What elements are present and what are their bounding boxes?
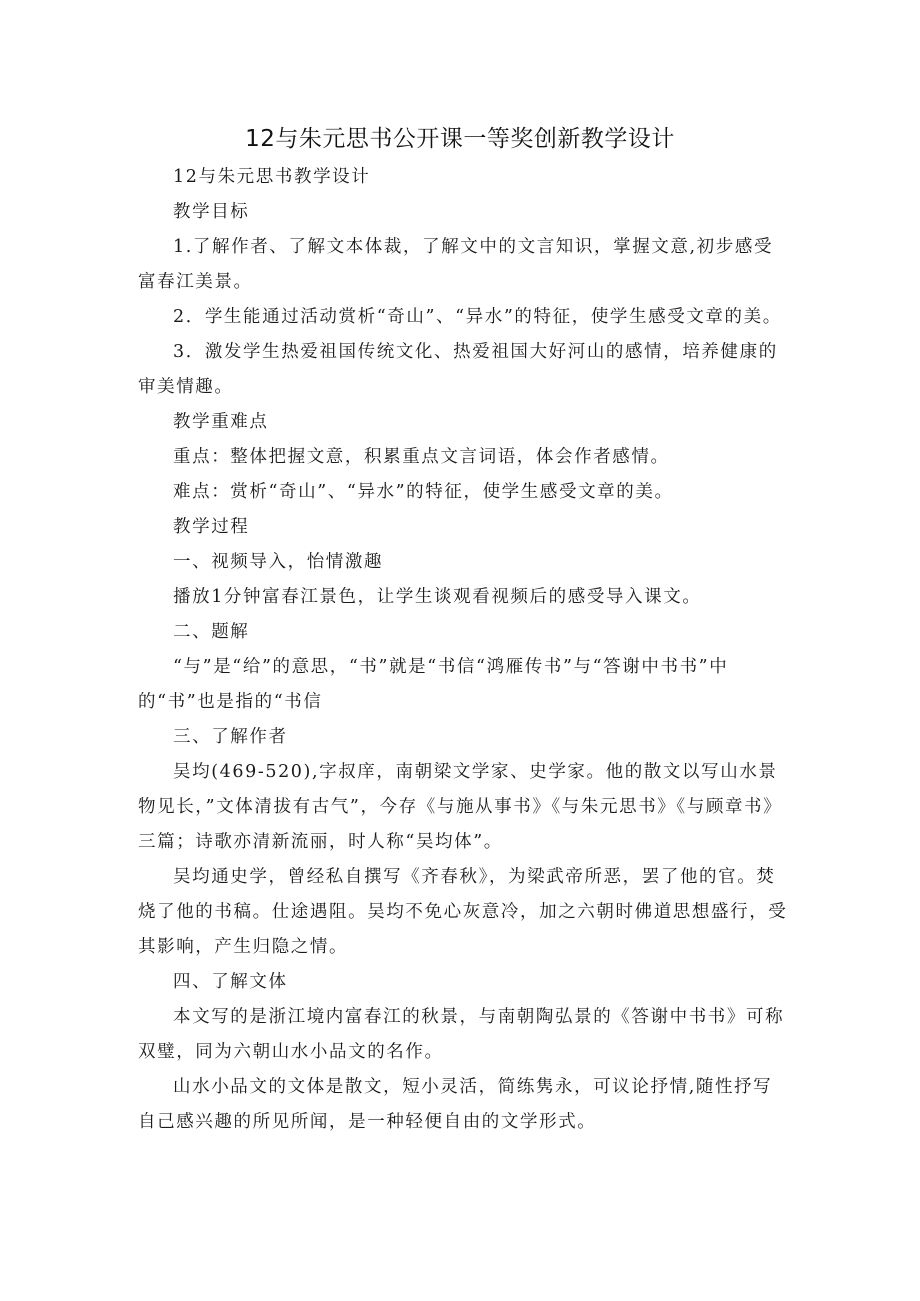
title-explanation-paragraph: “与”是“给”的意思，“书”就是“书信“鸿雁传书”与“答谢中书书”中的“书”也是指的“书信 <box>138 657 729 712</box>
section-heading-process: 教学过程 <box>173 517 250 537</box>
author-paragraph-2: 吴均通史学，曾经私自撰写《齐春秋》，为梁武帝所恶，罢了他的官。焚烧了他的书稿。仕途遇阻。吴均不免心灰意冷，加之六朝时佛道思想盛行，受其影响，产生归隐之情。 <box>138 867 788 957</box>
genre-paragraph-2: 山水小品文的文体是散文，短小灵活，简练隽永，可议论抒情,随性抒写自己感兴趣的所见所闻，是一种轻便自由的文学形式。 <box>138 1077 773 1132</box>
genre-paragraph-1: 本文写的是浙江境内富春江的秋景，与南朝陶弘景的《答谢中书书》可称双璧，同为六朝山水小品文的名作。 <box>138 1007 785 1062</box>
author-paragraph-1: 吴均(469-520),字叔庠，南朝梁文学家、史学家。他的散文以写山水景物见长，”文体清拔有古气”，今存《与施从事书》《与朱元思书》《与顾章书》三篇；诗歌亦清新流丽，时人称“吴均体”。 <box>138 762 783 852</box>
difficulty-paragraph: 难点：赏析“奇山”、“异水”的特征，使学生感受文章的美。 <box>173 482 674 502</box>
document-body <box>138 160 788 1140</box>
section-heading-objectives: 教学目标 <box>173 202 250 222</box>
section-heading-key-points: 教学重难点 <box>173 412 269 432</box>
video-paragraph: 播放1分钟富春江景色，让学生谈观看视频后的感受导入课文。 <box>173 587 702 607</box>
step-heading-author: 三、了解作者 <box>173 727 288 747</box>
objective-paragraph-2: 2．学生能通过活动赏析“奇山”、“异水”的特征，使学生感受文章的美。 <box>173 307 782 327</box>
key-point-paragraph: 重点：整体把握文意，积累重点文言词语，体会作者感情。 <box>173 447 670 467</box>
objective-paragraph-1: 1.了解作者、了解文本体裁，了解文中的文言知识，掌握文意,初步感受富春江美景。 <box>138 237 774 292</box>
step-heading-genre: 四、了解文体 <box>173 972 288 992</box>
subtitle-paragraph: 12与朱元思书教学设计 <box>173 167 371 187</box>
step-heading-video: 一、视频导入，怡情激趣 <box>173 552 384 572</box>
objective-paragraph-3: 3．激发学生热爱祖国传统文化、热爱祖国大好河山的感情，培养健康的审美情趣。 <box>138 342 778 397</box>
step-heading-title-explanation: 二、题解 <box>173 622 250 642</box>
document-title: 12与朱元思书公开课一等奖创新教学设计 <box>245 126 675 152</box>
